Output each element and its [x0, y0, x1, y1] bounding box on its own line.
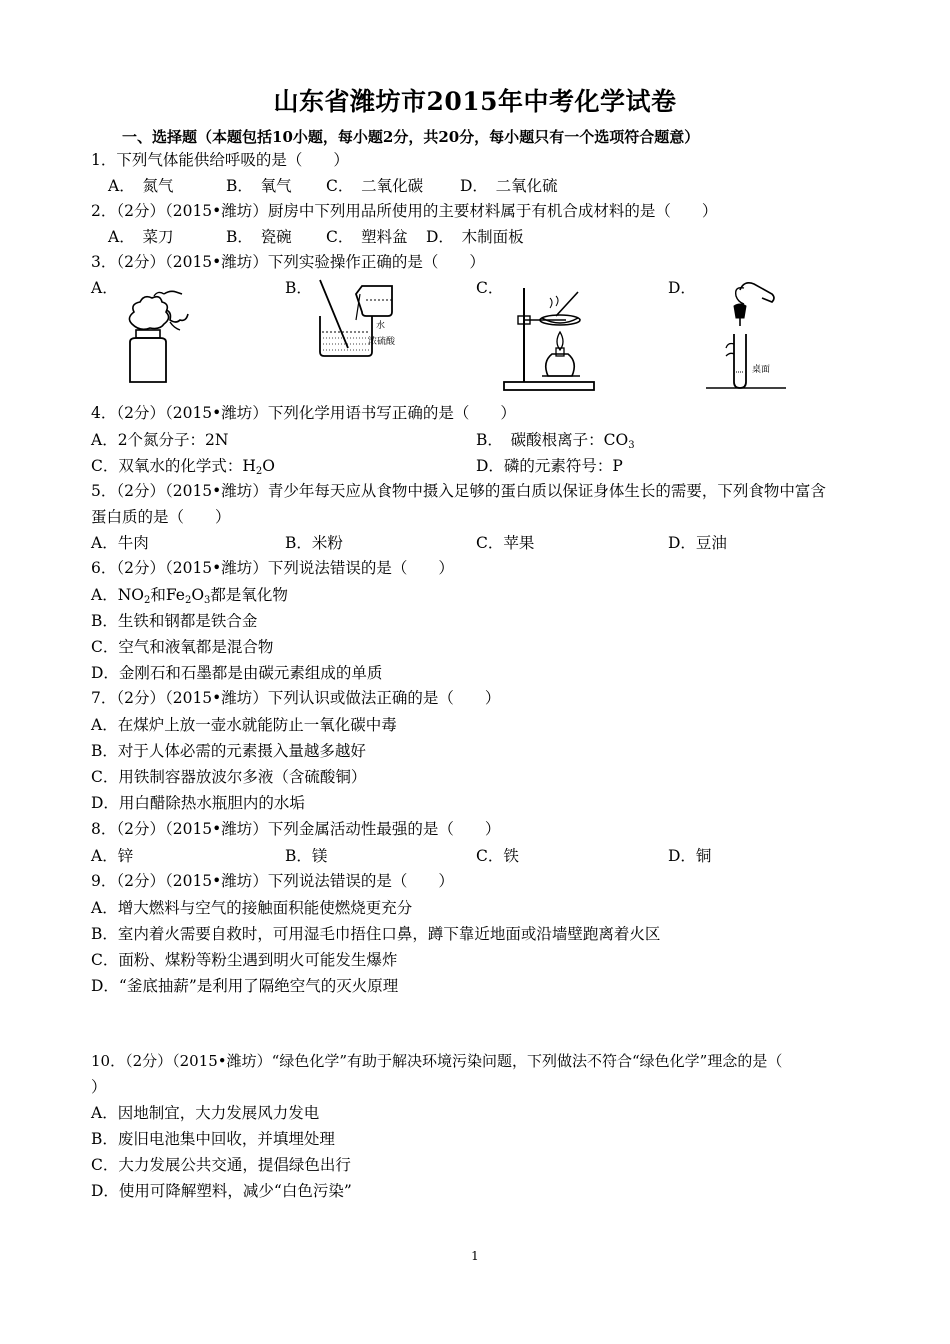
question-1-stem: 1．下列气体能供给呼吸的是（ ）: [91, 151, 349, 169]
q1-option-c: C． 二氧化碳: [326, 177, 424, 195]
question-10-stem-cont: ）: [91, 1078, 107, 1096]
q6-option-b: B．生铁和钢都是铁合金: [91, 612, 258, 630]
q4-option-d: D．磷的元素符号：P: [476, 457, 623, 475]
q7-option-d: D．用白醋除热水瓶胆内的水垢: [91, 794, 305, 812]
q9-option-c: C．面粉、煤粉等粉尘遇到明火可能发生爆炸: [91, 951, 398, 969]
q4-option-c: [91, 456, 275, 476]
question-2-stem: 2．（2分）（2015•潍坊）厨房中下列用品所使用的主要材料属于有机合成材料的是（ ）: [91, 202, 718, 220]
question-9-stem: 9．（2分）（2015•潍坊）下列说法错误的是（ ）: [91, 872, 454, 890]
q10-option-b: B．废旧电池集中回收，并填埋处理: [91, 1130, 335, 1148]
q2-option-b: B． 瓷碗: [226, 228, 292, 246]
q5-option-a: A．牛肉: [91, 534, 149, 552]
question-3-stem: 3．（2分）（2015•潍坊）下列实验操作正确的是（ ）: [91, 253, 485, 271]
q8-option-b: B．镁: [285, 847, 328, 865]
question-5-stem: 5．（2分）（2015•潍坊）青少年每天应从食物中摄入足够的蛋白质以保证身体生长的需要，下列食物中富含: [91, 482, 826, 500]
q6-option-a: [91, 585, 288, 605]
q5-option-b: B．米粉: [285, 534, 343, 552]
q2-option-d: D． 木制面板: [426, 228, 524, 246]
q5-option-c: C．苹果: [476, 534, 535, 552]
q7-option-b: B．对于人体必需的元素摄入量越多越好: [91, 742, 366, 760]
q5-option-d: D．豆油: [668, 534, 727, 552]
page-number: 1: [471, 1249, 479, 1263]
q9-option-b: B．室内着火需要自救时，可用湿毛巾捂住口鼻，蹲下靠近地面或沿墙壁跑离着火区: [91, 925, 661, 943]
q3-option-c: C．: [476, 279, 504, 297]
question-5-stem-cont: 蛋白质的是（ ）: [91, 508, 231, 526]
q3-figure-d-dropper: [700, 276, 790, 396]
q3-figure-d-table-label: 桌面: [752, 365, 771, 375]
q4-option-c-end: O: [262, 457, 275, 475]
q9-option-d: D．“釜底抽薪”是利用了隔绝空气的灭火原理: [91, 977, 399, 995]
q7-option-a: A．在煤炉上放一壶水就能防止一氧化碳中毒: [91, 716, 397, 734]
q3-option-b: B．: [285, 279, 312, 297]
q4-option-c-sub: 2: [255, 466, 263, 477]
q3-figure-b-acid-label: 浓硫酸: [368, 337, 396, 347]
question-6-stem: 6．（2分）（2015•潍坊）下列说法错误的是（ ）: [91, 559, 454, 577]
q1-option-a: A． 氮气: [108, 177, 174, 195]
q6-option-d: D．金刚石和石墨都是由碳元素组成的单质: [91, 664, 383, 682]
q6-a-part3: O: [191, 586, 205, 604]
q6-a-part1: A．NO: [91, 586, 144, 604]
q8-option-d: D．铜: [668, 847, 712, 865]
q6-option-c: C．空气和液氧都是混合物: [91, 638, 274, 656]
q3-figure-c-ring-stand: [498, 284, 608, 394]
q1-option-b: B． 氧气: [226, 177, 292, 195]
q3-figure-b-beaker: [310, 276, 430, 362]
q4-option-a: A．2个氮分子：2N: [91, 431, 229, 449]
q2-option-a: A． 菜刀: [108, 228, 174, 246]
q3-figure-b-water-label: 水: [376, 321, 386, 331]
q8-option-a: A．锌: [91, 847, 134, 865]
q10-option-d: D．使用可降解塑料，减少“白色污染”: [91, 1182, 352, 1200]
q7-option-c: C．用铁制容器放波尔多液（含硫酸铜）: [91, 768, 367, 786]
q6-a-part2: 和Fe: [150, 586, 185, 604]
question-8-stem: 8．（2分）（2015•潍坊）下列金属活动性最强的是（ ）: [91, 820, 501, 838]
question-7-stem: 7．（2分）（2015•潍坊）下列认识或做法正确的是（ ）: [91, 689, 501, 707]
section-heading: 一、选择题（本题包括10小题，每小题2分，共20分，每小题只有一个选项符合题意）: [122, 128, 700, 146]
q6-a-sub1: 2: [143, 595, 151, 606]
q4-option-b: [476, 430, 635, 450]
q6-a-part4: 都是氧化物: [210, 586, 288, 604]
q2-option-c: C． 塑料盆: [326, 228, 408, 246]
q10-option-c: C．大力发展公共交通，提倡绿色出行: [91, 1156, 351, 1174]
q4-option-b-text: B． 碳酸根离子：CO: [476, 431, 629, 449]
page-title: 山东省潍坊市2015年中考化学试卷: [273, 87, 677, 116]
q10-option-a: A．因地制宜，大力发展风力发电: [91, 1104, 320, 1122]
q6-a-sub3: 3: [204, 595, 211, 606]
q3-option-d: D．: [668, 279, 696, 297]
q3-option-a: A．: [91, 279, 118, 297]
q4-option-b-sub: 3: [628, 440, 635, 451]
q4-option-c-text: C．双氧水的化学式：H: [91, 457, 256, 475]
q8-option-c: C．铁: [476, 847, 519, 865]
q3-figure-a-gas-bottle: [118, 286, 198, 386]
question-10-stem: 10．（2分）（2015•潍坊）“绿色化学”有助于解决环境污染问题，下列做法不符合“绿色化学”理念的是（: [91, 1052, 783, 1070]
question-4-stem: 4．（2分）（2015•潍坊）下列化学用语书写正确的是（ ）: [91, 404, 516, 422]
q9-option-a: A．增大燃料与空气的接触面积能使燃烧更充分: [91, 899, 413, 917]
q1-option-d: D． 二氧化硫: [460, 177, 558, 195]
q6-a-sub2: 2: [184, 595, 192, 606]
